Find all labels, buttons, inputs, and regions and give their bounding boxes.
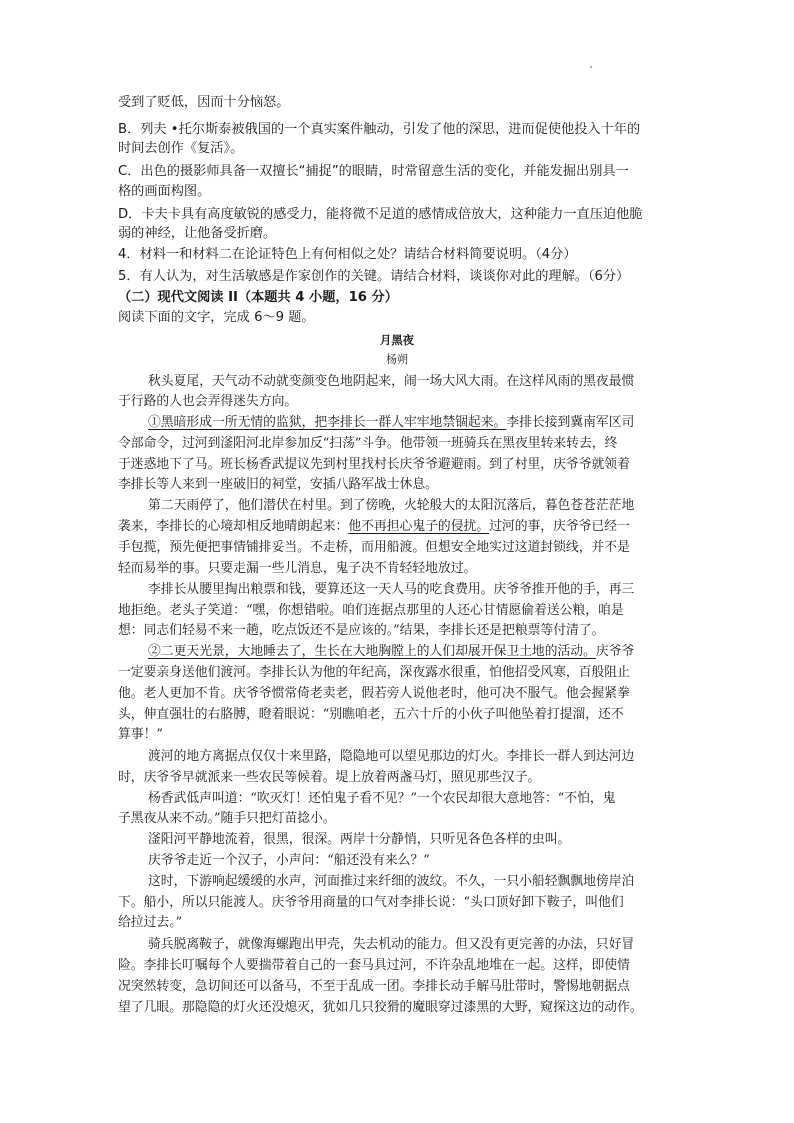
question-4: 4．材料一和材料二在论证特色上有何相似之处？请结合材料简要说明。（4分） [118, 247, 577, 262]
option-c-line-2: 格的画面构图。 [118, 184, 211, 199]
story-text: 过河的事，庆爷爷已经一 [489, 519, 630, 534]
story-line: 渡河的地方离据点仅仅十来里路，隐隐地可以望见那边的灯火。李排长一群人到达河边 [148, 749, 635, 764]
reading-instruction: 阅读下面的文字，完成 6～9 题。 [118, 310, 315, 325]
story-title: 月黑夜 [380, 334, 414, 347]
story-text: 袭来，李排长的心境却相反地晴朗起来： [118, 519, 349, 534]
option-d-line-1: D．卡夫卡具有高度敏锐的感受力，能将微不足道的感情成倍放大，这种能力一直压迫他脆 [118, 207, 643, 222]
story-text: 李排长接到冀南军区司 [506, 415, 635, 430]
story-line: 一定要亲身送他们渡河。李排长认为他的年纪高，深夜露水很重，怕他招受风寒，百般阻止 [118, 665, 630, 680]
story-line: 望了几眼。那隐隐的灯火还没熄灭，犹如几只狡猾的魔眼穿过漆黑的大野，窥探这边的动作。 [118, 1000, 643, 1015]
story-author: 杨朔 [386, 353, 408, 366]
story-line: 这时，下游响起缓缓的水声，河面推过来纤细的波纹。不久，一只小船轻飘飘地傍岸泊 [148, 874, 635, 889]
story-line: 他。老人更加不肯。庆爷爷惯常倚老卖老，假若旁人说他老时，他可决不服气。他会握紧拳 [118, 686, 630, 701]
story-line: 地拒绝。老头子笑道：“嘿，你想错啦。咱们连据点那里的人还心甘情愿偷着送公粮，咱是 [118, 603, 624, 618]
story-line: 况突然转变，急切间还可以备马，不至于乱成一团。李排长动手解马肚带时，警惕地朝据点 [118, 979, 630, 994]
story-line: 子黑夜从来不动。”随手只把灯苗捻小。 [118, 811, 336, 826]
story-line: 李排长等人来到一座破旧的祠堂，安插八路军战士休息。 [118, 477, 438, 492]
question-5: 5．有人认为，对生活敏感是作家创作的关键。请结合材料，谈谈你对此的理解。（6分） [118, 269, 630, 284]
underlined-sentence-2: ②二更天光景，大地睡去了，生长在大地胸膛上的人们却展开保卫土地的活动。 [148, 644, 596, 659]
story-text: 庆爷爷 [595, 644, 635, 659]
story-line: 轻而易举的事。只要走漏一些儿消息，鬼子决不肯轻轻地放过。 [118, 561, 477, 576]
underlined-phrase: 他不再担心鬼子的侵扰。 [348, 519, 490, 534]
story-line: 令部命令，过河到滏阳河北岸参加反“扫荡”斗争。他带领一班骑兵在黑夜里转来转去，终 [118, 436, 618, 451]
story-line: 于行路的人也会弄得迷失方向。 [118, 394, 298, 409]
story-line: 想：同志们轻易不来一趟，吃点饭还不是应该的。”结果，李排长还是把粮票等付清了。 [118, 623, 605, 638]
story-line: 滏阳河平静地流着，很黑，很深。两岸十分静悄，只听见各色各样的虫叫。 [148, 832, 571, 847]
option-b-line-2: 时间去创作《复活》。 [118, 141, 244, 156]
story-line: 算事！” [118, 727, 163, 742]
story-line: 下。船小，所以只能渡人。庆爷爷用商量的口气对李排长说：“头口顶好卸下鞍子，叫他们 [118, 895, 624, 910]
text-line: 受到了贬低，因而十分恼怒。 [118, 95, 290, 110]
story-line [148, 414, 634, 432]
scan-speck [590, 66, 592, 68]
section-heading: （二）现代文阅读 II（本题共 4 小题，16 分） [118, 290, 398, 305]
story-line: 第二天雨停了，他们潜伏在村里。到了傍晚，火轮般大的太阳沉落后，暮色苍苍茫茫地 [148, 498, 635, 513]
option-d-line-2: 弱的神经，让他备受折磨。 [118, 226, 277, 241]
story-line: 庆爷爷走近一个汉子，小声问：“船还没有来么？” [148, 853, 430, 868]
option-c-line-1: C．出色的摄影师具备一双擅长“捕捉”的眼睛，时常留意生活的变化，并能发掘出别具一 [118, 164, 629, 179]
option-b-line-1: B．列夫 •托尔斯泰被俄国的一个真实案件触动，引发了他的深思，进而促使他投入十年的 [118, 122, 641, 137]
story-line: 于迷惑地下了马。班长杨香武提议先到村里找村长庆爷爷避避雨。到了村里，庆爷爷就领着 [118, 457, 630, 472]
story-line: 给拉过去。” [118, 915, 183, 930]
story-line: 秋头夏尾，天气动不动就变颜变色地阴起来，闹一场大风大雨。在这样风雨的黑夜最惯 [148, 374, 635, 389]
story-line: 杨香武低声叫道：“吹灭灯！还怕鬼子看不见？”一个农民却很大意地答：“不怕，鬼 [148, 791, 616, 806]
underlined-sentence-1: ①黑暗形成一所无情的监狱，把李排长一群人牢牢地禁锢起来。 [148, 415, 507, 430]
story-line: 骑兵脱离鞍子，就像海螺跑出甲壳，失去机动的能力。但又没有更完善的办法，只好冒 [148, 937, 635, 952]
story-line: 险。李排长叮嘱每个人要揣带着自己的一套马具过河，不许杂乱地堆在一起。这样，即使情 [118, 958, 630, 973]
story-line: 时，庆爷爷早就派来一些农民等候着。堤上放着两盏马灯，照见那些汉子。 [118, 770, 541, 785]
story-line [118, 518, 630, 536]
story-line [148, 643, 634, 661]
story-line: 李排长从腰里掏出粮票和钱，要算还这一天人马的吃食费用。庆爷爷推开他的手，再三 [148, 582, 635, 597]
story-line: 手包揽，预先便把事情铺排妥当。不走桥，而用船渡。但想安全地实过这道封锁线，并不是 [118, 540, 630, 555]
story-line: 头，伸直强壮的右胳膊，瞪着眼说：“别瞧咱老，五六十斤的小伙子叫他坠着打提溜，还不 [118, 707, 624, 722]
